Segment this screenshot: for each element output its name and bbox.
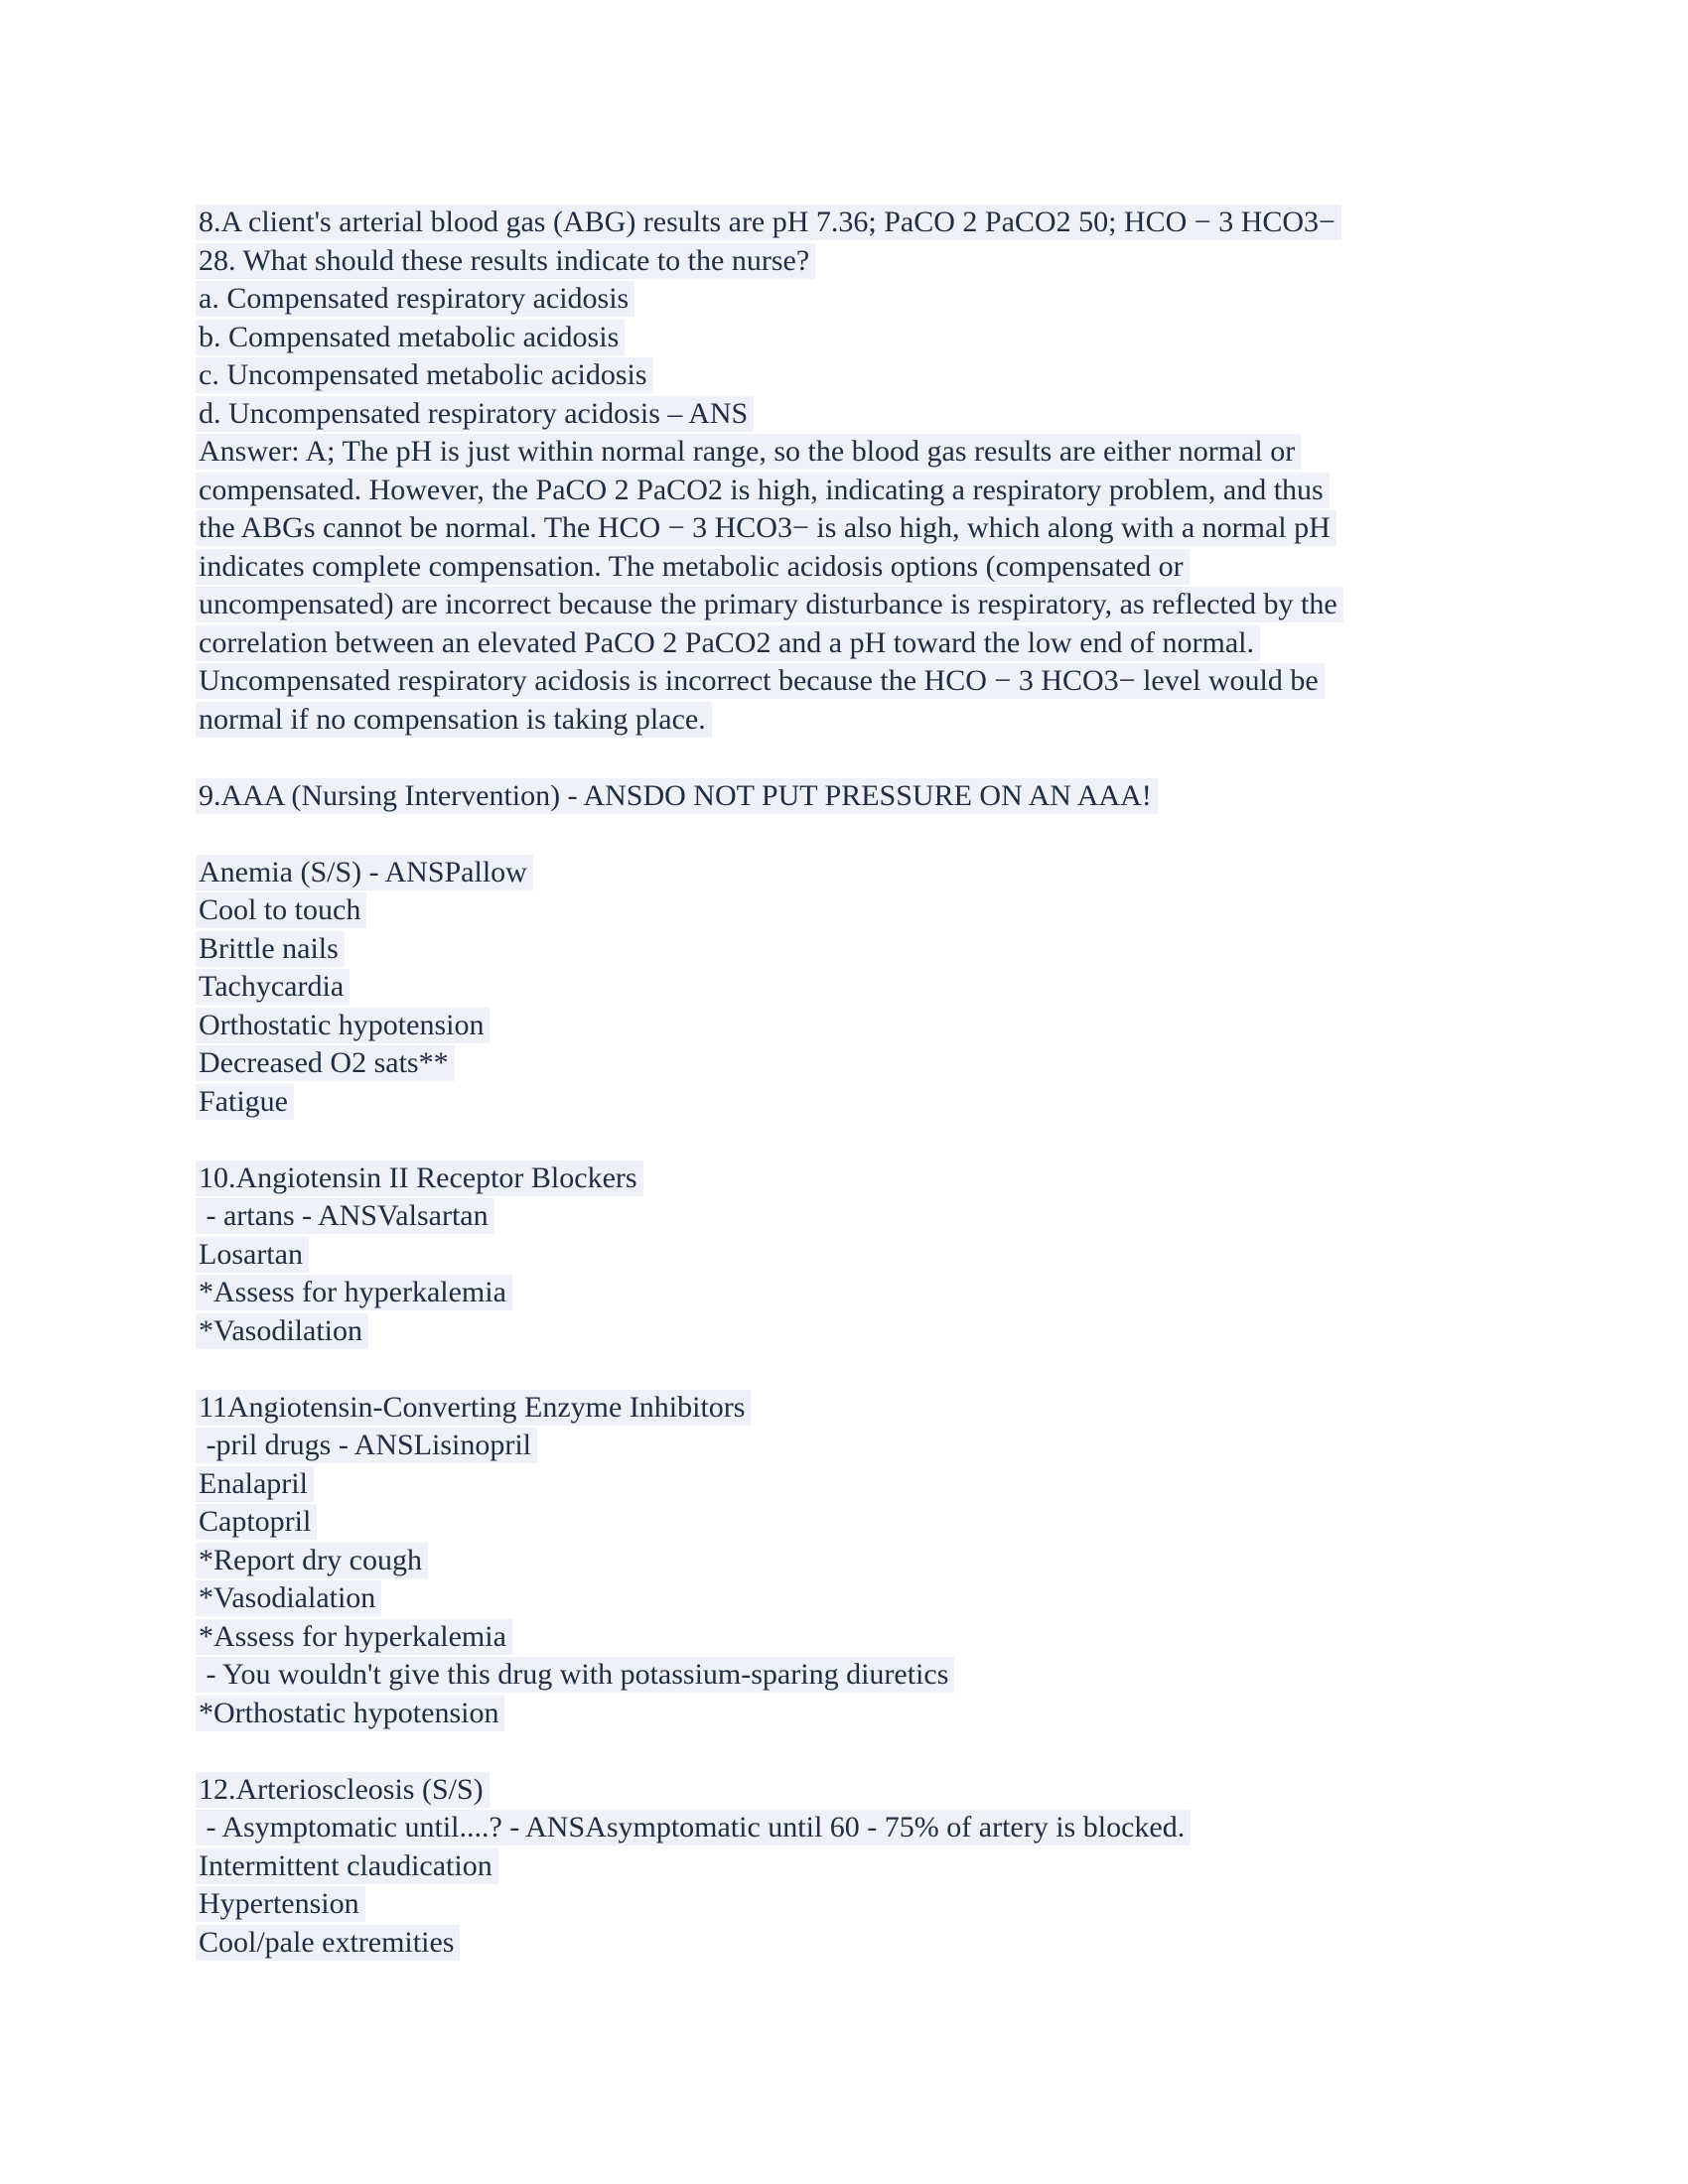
line-text: Brittle nails (196, 931, 345, 967)
text-line (199, 1427, 1589, 1465)
text-line (199, 854, 1589, 892)
line-text: Uncompensated respiratory acidosis is incorrect because the HCO − 3 HCO3− level would be (196, 663, 1325, 699)
line-text: uncompensated) are incorrect because the primary disturbance is respiratory, as reflected by the (196, 587, 1343, 622)
line-text: 8.A client's arterial blood gas (ABG) results are pH 7.36; PaCO 2 PaCO2 50; HCO − 3 HCO3− (196, 205, 1341, 240)
text-line (199, 1924, 1589, 1963)
text-line (199, 1732, 1589, 1771)
line-text: - You wouldn't give this drug with potassium-sparing diuretics (196, 1657, 954, 1693)
text-line (199, 509, 1589, 548)
line-text: *Report dry cough (196, 1543, 428, 1578)
text-line (199, 701, 1589, 740)
line-text: Cool to touch (196, 892, 366, 928)
line-text: 12.Arterioscleosis (S/S) (196, 1772, 490, 1808)
text-line (199, 472, 1589, 510)
text-line (199, 280, 1589, 319)
line-text: Enalapril (196, 1466, 314, 1502)
text-line (199, 433, 1589, 472)
line-text: Tachycardia (196, 969, 350, 1005)
line-text: - Asymptomatic until....? - ANSAsymptomatic until 60 - 75% of artery is blocked. (196, 1810, 1191, 1845)
text-line (199, 204, 1589, 242)
text-line (199, 395, 1589, 434)
line-text: Hypertension (196, 1886, 365, 1922)
line-text: Orthostatic hypotension (196, 1008, 490, 1043)
text-line (199, 1350, 1589, 1389)
text-line (199, 1465, 1589, 1504)
line-text: 9.AAA (Nursing Intervention) - ANSDO NOT PUT PRESSURE ON AN AAA! (196, 778, 1158, 814)
text-line (199, 662, 1589, 701)
text-line (199, 242, 1589, 281)
text-line (199, 586, 1589, 624)
line-text: *Vasodilation (196, 1313, 368, 1349)
line-text: the ABGs cannot be normal. The HCO − 3 HCO3− is also high, which along with a normal pH (196, 510, 1336, 546)
line-text: Fatigue (196, 1084, 294, 1120)
line-text: 10.Angiotensin II Receptor Blockers (196, 1160, 643, 1196)
line-text: *Orthostatic hypotension (196, 1696, 504, 1731)
text-line (199, 319, 1589, 357)
text-line (199, 1885, 1589, 1924)
line-text: Captopril (196, 1504, 317, 1540)
text-line (199, 1312, 1589, 1351)
text-line (199, 1503, 1589, 1542)
text-line (199, 624, 1589, 663)
text-line (199, 1121, 1589, 1160)
text-line (199, 1160, 1589, 1198)
text-line (199, 815, 1589, 854)
line-text: *Assess for hyperkalemia (196, 1619, 512, 1655)
text-line (199, 777, 1589, 816)
line-text: compensated. However, the PaCO 2 PaCO2 is high, indicating a respiratory problem, and thus (196, 473, 1330, 508)
line-text: 11Angiotensin-Converting Enzyme Inhibitors (196, 1390, 751, 1426)
line-text: Answer: A; The pH is just within normal range, so the blood gas results are either normal or (196, 434, 1301, 470)
line-text: correlation between an elevated PaCO 2 PaCO2 and a pH toward the low end of normal. (196, 625, 1260, 661)
line-text: a. Compensated respiratory acidosis (196, 281, 634, 317)
line-text: Losartan (196, 1237, 309, 1273)
text-line (199, 1007, 1589, 1045)
text-line (199, 356, 1589, 395)
line-text: c. Uncompensated metabolic acidosis (196, 357, 653, 393)
line-text: *Vasodialation (196, 1580, 381, 1616)
text-line (199, 548, 1589, 587)
line-text: Anemia (S/S) - ANSPallow (196, 855, 533, 890)
text-line (199, 1771, 1589, 1810)
text-line (199, 1656, 1589, 1695)
text-line (199, 1542, 1589, 1580)
text-line (199, 1236, 1589, 1275)
text-line (199, 1695, 1589, 1733)
line-text: Decreased O2 sats** (196, 1045, 455, 1081)
line-text: Cool/pale extremities (196, 1925, 460, 1961)
document-text (199, 204, 1589, 1962)
line-text: 28. What should these results indicate to the nurse? (196, 243, 815, 279)
text-line (199, 891, 1589, 930)
text-line (199, 1274, 1589, 1312)
text-line (199, 1044, 1589, 1083)
text-line (199, 1618, 1589, 1657)
line-text: *Assess for hyperkalemia (196, 1275, 512, 1310)
text-line (199, 1083, 1589, 1122)
text-line (199, 739, 1589, 777)
line-text: b. Compensated metabolic acidosis (196, 320, 625, 355)
text-line (199, 1579, 1589, 1618)
line-text: normal if no compensation is taking place. (196, 702, 712, 738)
line-text: - artans - ANSValsartan (196, 1198, 494, 1234)
text-line (199, 1809, 1589, 1847)
text-line (199, 1197, 1589, 1236)
text-line (199, 1389, 1589, 1428)
line-text: -pril drugs - ANSLisinopril (196, 1428, 537, 1463)
line-text: d. Uncompensated respiratory acidosis – ANS (196, 396, 754, 432)
text-line (199, 930, 1589, 969)
text-line (199, 1847, 1589, 1886)
line-text: Intermittent claudication (196, 1848, 498, 1884)
text-line (199, 968, 1589, 1007)
line-text: indicates complete compensation. The metabolic acidosis options (compensated or (196, 549, 1190, 585)
